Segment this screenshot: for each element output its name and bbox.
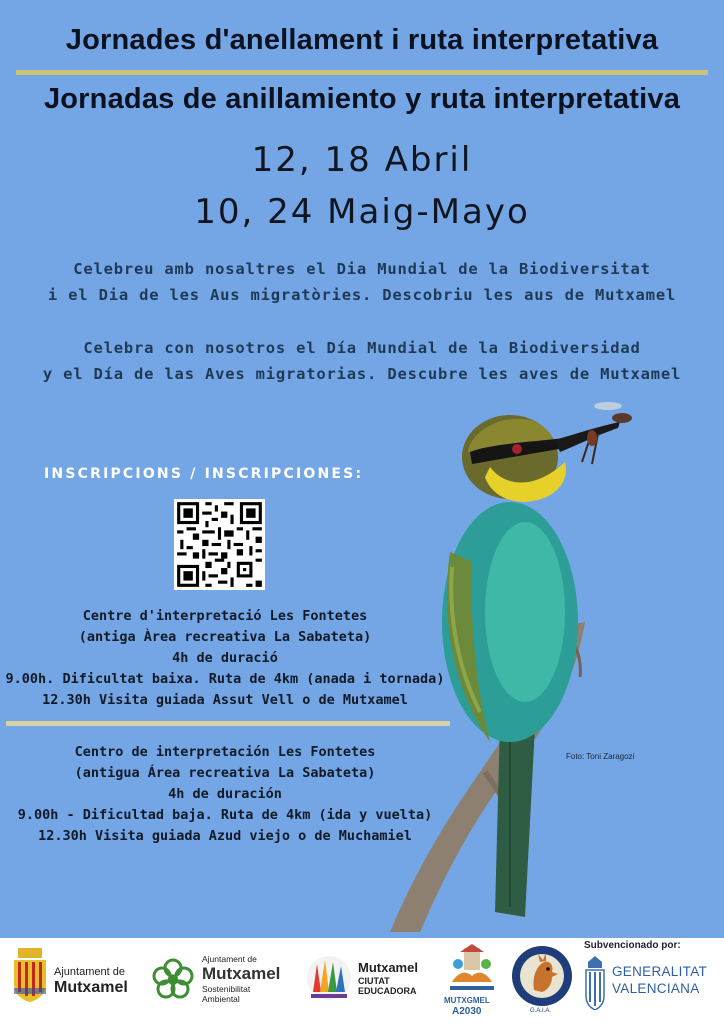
visit-ca: 12.30h Visita guiada Assut Vell o de Mutxamel: [42, 692, 408, 708]
subvencionado-label: Subvencionado por:: [584, 940, 681, 951]
logo-ciutat-educadora: [305, 938, 435, 1024]
bird-photo: [360, 392, 650, 932]
logo-sostenibilitat: [150, 938, 298, 1024]
logo-gaia: [508, 938, 576, 1024]
sost-line2: Mutxamel: [202, 964, 281, 983]
coat-of-arms-icon: [12, 948, 48, 1002]
duration-es: 4h de duración: [168, 786, 282, 802]
route-ca: 9.00h. Dificultat baixa. Ruta de 4km (anada i tornada): [5, 671, 445, 687]
registration-heading: INSCRIPCIONS / INSCRIPCIONES:: [44, 466, 364, 482]
educ-line3: EDUCADORA: [358, 986, 417, 996]
educ-line1: Mutxamel: [358, 960, 418, 975]
intro-spanish-line2: y el Día de las Aves migratorias. Descubre les aves de Mutxamel: [42, 365, 682, 383]
title-divider: [16, 70, 708, 75]
logo-ajuntament: [8, 938, 143, 1024]
route-es: 9.00h - Dificultad baja. Ruta de 4km (ida y vuelta): [17, 807, 433, 823]
ajuntament-line1: Ajuntament de: [54, 966, 125, 978]
intro-catalan-line1: Celebreu amb nosaltres el Dia Mundial de la Biodiversitat: [73, 260, 651, 278]
intro-spanish: [0, 335, 724, 387]
venue-name-es: Centro de interpretación Les Fontetes: [74, 744, 376, 760]
dates-april: 12, 18 Abril: [251, 140, 473, 180]
gaia-logo-icon: [510, 944, 574, 1008]
gaia-label: G.A.I.A.: [530, 1008, 552, 1014]
a2030-line1: MUTXGMEL: [444, 996, 490, 1005]
flower-logo-icon: [152, 958, 194, 1000]
duration-ca: 4h de duració: [172, 650, 278, 666]
sost-line1: Ajuntament de: [202, 954, 257, 964]
dates-may: 10, 24 Maig-Mayo: [194, 192, 530, 232]
sponsor-footer: [0, 938, 724, 1024]
logo-generalitat: [582, 938, 722, 1024]
agenda-2030-logo-icon: [446, 942, 498, 994]
intro-catalan: [0, 256, 724, 308]
logo-agenda-2030: [440, 938, 502, 1024]
ajuntament-line2: Mutxamel: [54, 979, 128, 996]
sost-line3: Sostenibilitat: [202, 984, 251, 994]
hands-logo-icon: [305, 954, 353, 1002]
title-spanish: Jornadas de anillamiento y ruta interpretativa: [43, 83, 681, 115]
educ-line2: CIUTAT: [358, 976, 390, 986]
gv-line2: VALENCIANA: [612, 981, 700, 996]
venue-former-ca: (antiga Àrea recreativa La Sabateta): [78, 629, 372, 645]
gv-line1: GENERALITAT: [612, 964, 708, 979]
venue-name-ca: Centre d'interpretació Les Fontetes: [82, 608, 368, 624]
venue-former-es: (antigua Área recreativa La Sabateta): [74, 765, 376, 781]
intro-spanish-line1: Celebra con nosotros el Día Mundial de la Biodiversidad: [83, 339, 641, 357]
generalitat-logo-icon: [584, 956, 606, 1010]
sost-line4: Ambiental: [202, 994, 240, 1004]
title-catalan: Jornades d'anellament i ruta interpretativa: [65, 24, 659, 56]
a2030-line2: A2030: [452, 1006, 482, 1017]
visit-es: 12.30h Visita guiada Azud viejo o de Muchamiel: [38, 828, 412, 844]
qr-code-icon[interactable]: [174, 499, 265, 590]
photo-credit: Foto: Toni Zaragozí: [566, 752, 635, 761]
intro-catalan-line2: i el Dia de les Aus migratòries. Descobriu les aus de Mutxamel: [47, 286, 677, 304]
